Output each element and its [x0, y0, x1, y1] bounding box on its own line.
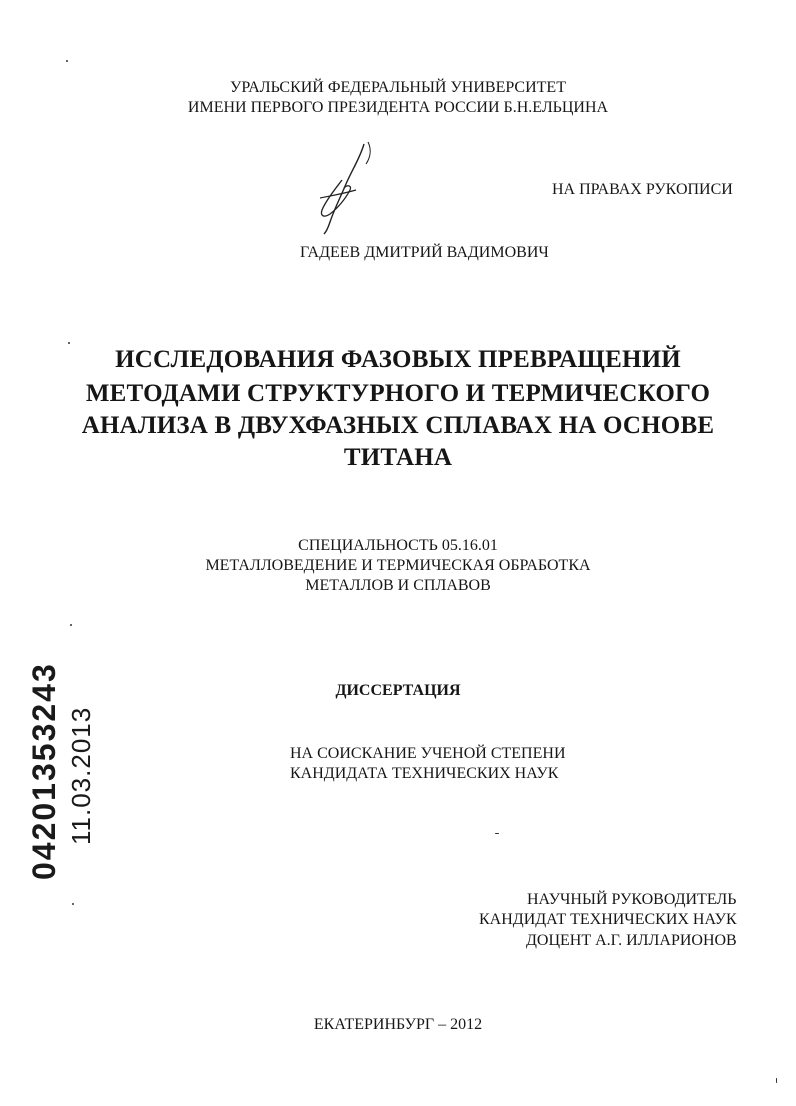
library-stamp-number: 04201353243 — [26, 662, 62, 880]
specialty-name: МЕТАЛЛОВЕДЕНИЕ И ТЕРМИЧЕСКАЯ ОБРАБОТКА — [205, 557, 591, 574]
document-type: ДИССЕРТАЦИЯ — [335, 682, 461, 699]
title-line-3: АНАЛИЗА В ДВУХФАЗНЫХ СПЛАВАХ НА ОСНОВЕ — [81, 412, 715, 439]
author-name: ГАДЕЕВ ДМИТРИЙ ВАДИМОВИЧ — [300, 244, 549, 261]
specialty-name-cont: МЕТАЛЛОВ И СПЛАВОВ — [305, 577, 491, 594]
degree-line-2: КАНДИДАТА ТЕХНИЧЕСКИХ НАУК — [290, 765, 559, 782]
scan-mark — [776, 1078, 777, 1083]
supervisor-role: НАУЧНЫЙ РУКОВОДИТЕЛЬ — [527, 891, 737, 908]
scan-mark — [66, 60, 68, 62]
university-subtitle: ИМЕНИ ПЕРВОГО ПРЕЗИДЕНТА РОССИИ Б.Н.ЕЛЬЦИНА — [187, 99, 609, 116]
university-name: УРАЛЬСКИЙ ФЕДЕРАЛЬНЫЙ УНИВЕРСИТЕТ — [230, 79, 566, 96]
title-line-2: МЕТОДАМИ СТРУКТУРНОГО И ТЕРМИЧЕСКОГО — [85, 380, 711, 407]
supervisor-degree: КАНДИДАТ ТЕХНИЧЕСКИХ НАУК — [479, 911, 737, 928]
supervisor-name: ДОЦЕНТ А.Г. ИЛЛАРИОНОВ — [526, 932, 737, 949]
scan-mark — [70, 624, 72, 626]
signature-icon — [312, 140, 382, 235]
degree-line-1: НА СОИСКАНИЕ УЧЕНОЙ СТЕПЕНИ — [290, 745, 566, 762]
manuscript-note: НА ПРАВАХ РУКОПИСИ — [552, 181, 733, 198]
city-year: ЕКАТЕРИНБУРГ – 2012 — [313, 1016, 483, 1033]
scan-mark — [72, 903, 74, 905]
title-line-1: ИССЛЕДОВАНИЯ ФАЗОВЫХ ПРЕВРАЩЕНИЙ — [115, 346, 681, 373]
specialty-code: СПЕЦИАЛЬНОСТЬ 05.16.01 — [298, 537, 498, 554]
title-line-4: ТИТАНА — [343, 444, 453, 471]
library-stamp-date: 11.03.2013 — [66, 706, 96, 845]
scan-mark — [495, 833, 499, 834]
